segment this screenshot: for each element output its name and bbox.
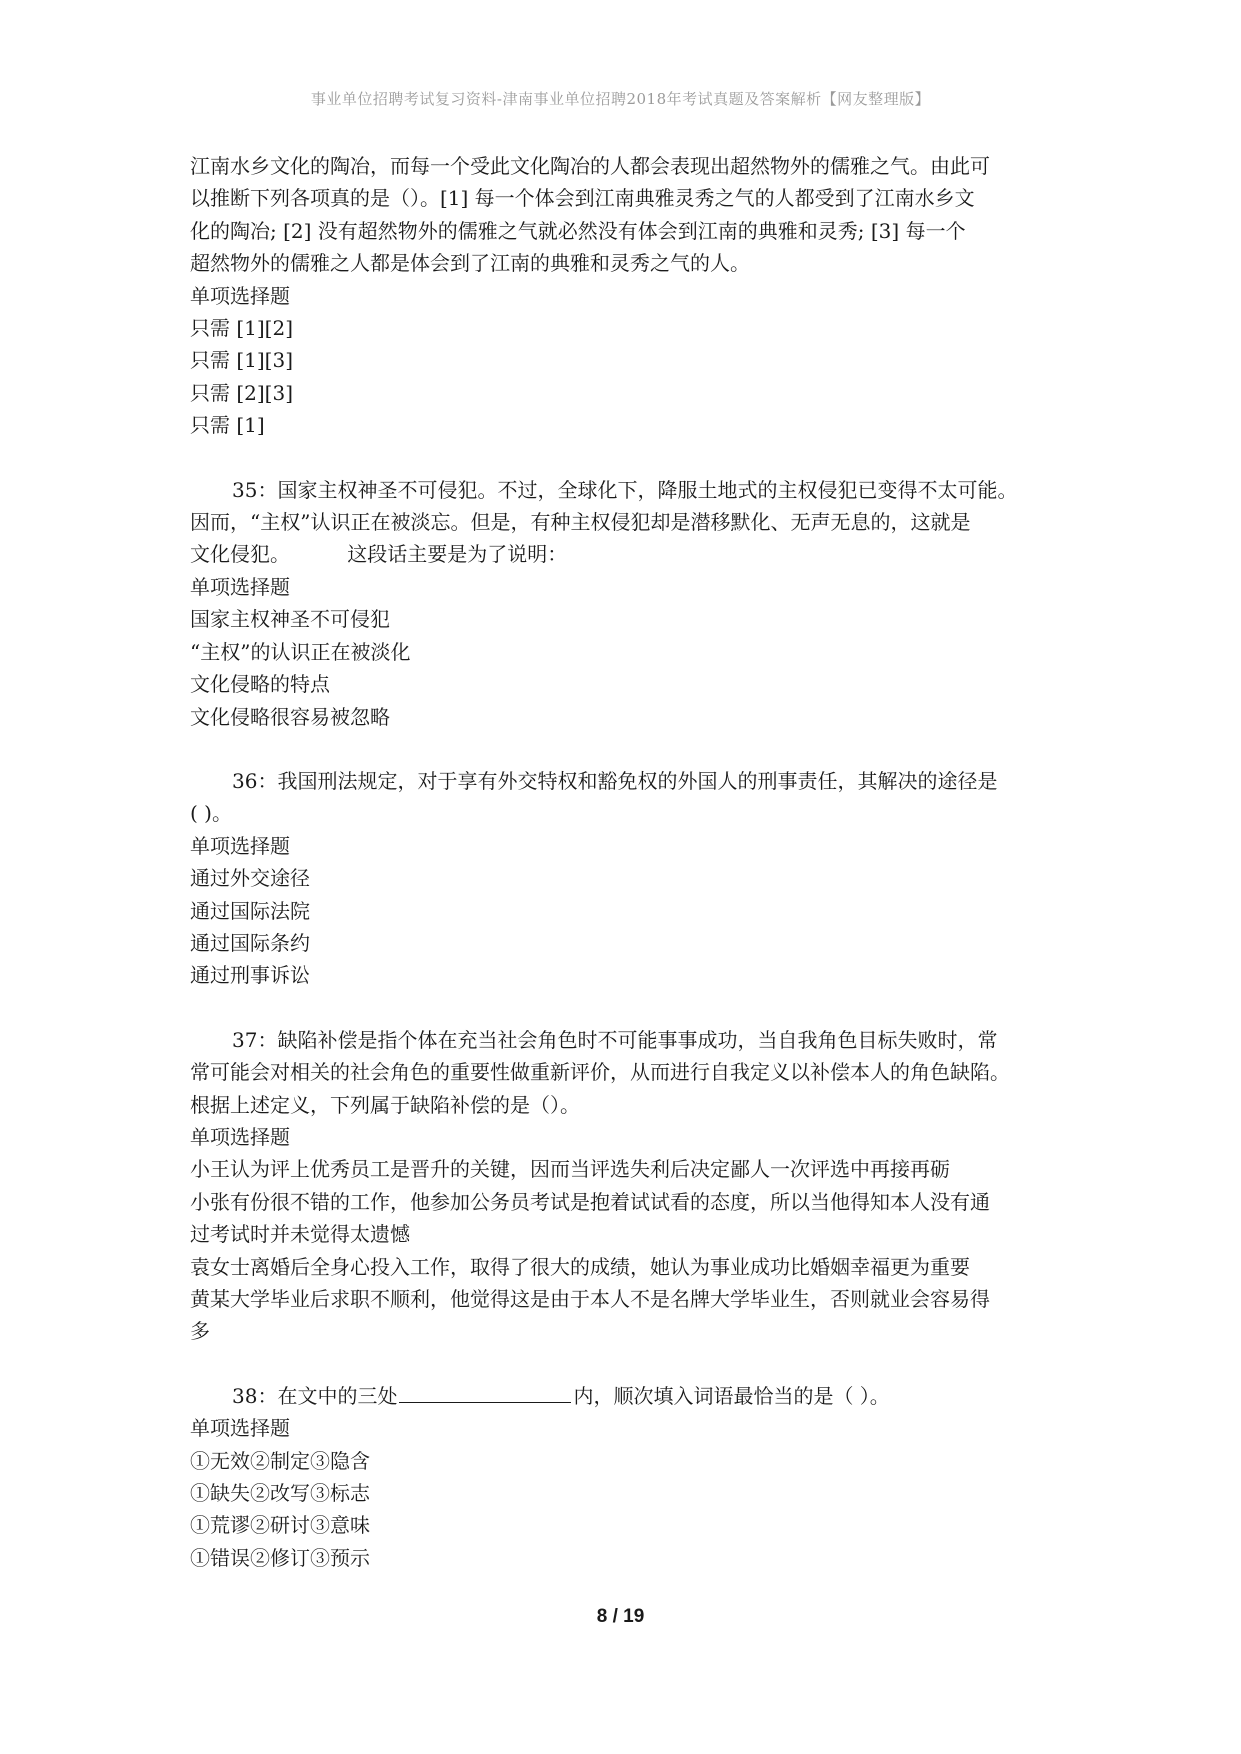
- question-stem-line: 36：我国刑法规定，对于享有外交特权和豁免权的外国人的刑事责任，其解决的途径是: [232, 768, 998, 793]
- question-stem-line: 江南水乡文化的陶冶，而每一个受此文化陶冶的人都会表现出超然物外的儒雅之气。由此可: [190, 154, 990, 178]
- question-type-label: 单项选择题: [190, 1416, 290, 1441]
- question-38: [190, 1380, 1060, 1574]
- question-stem-line: 37：缺陷补偿是指个体在充当社会角色时不可能事事成功，当自我角色目标失败时，常: [232, 1027, 998, 1052]
- answer-option: 通过外交途径: [190, 866, 310, 891]
- answer-option: ①荒谬②研讨③意味: [190, 1513, 370, 1538]
- answer-option: 通过国际法院: [190, 898, 310, 923]
- spacer: [190, 442, 1060, 474]
- answer-option: ①错误②修订③预示: [190, 1545, 370, 1570]
- question-stem-line: 化的陶冶; [2] 没有超然物外的儒雅之气就必然没有体会到江南的典雅和灵秀; [3] 每一个: [190, 218, 966, 243]
- question-stem-line: 35：国家主权神圣不可侵犯。不过，全球化下，降服土地式的主权侵犯已变得不太可能。: [232, 477, 1018, 502]
- spacer: [190, 733, 1060, 765]
- question-stem-line: 常可能会对相关的社会角色的重要性做重新评价，从而进行自我定义以补偿本人的角色缺陷。: [190, 1060, 1010, 1085]
- answer-option: 只需 [2][3]: [190, 380, 294, 405]
- stem-text-before: 38：在文中的三处: [232, 1383, 398, 1408]
- question-type-label: 单项选择题: [190, 574, 290, 599]
- question-stem-line: 根据上述定义，下列属于缺陷补偿的是（）。: [190, 1092, 580, 1117]
- answer-option: 小王认为评上优秀员工是晋升的关键，因而当评选失利后决定鄙人一次评选中再接再砺: [190, 1157, 950, 1182]
- question-stem-line: 因而，“主权”认识正在被淡忘。但是，有种主权侵犯却是潜移默化、无声无息的，这就是: [190, 510, 971, 535]
- answer-option: ①缺失②改写③标志: [190, 1481, 370, 1506]
- spacer: [190, 992, 1060, 1024]
- answer-option: 文化侵略的特点: [190, 672, 330, 697]
- question-type-label: 单项选择题: [190, 1124, 290, 1149]
- page-number: 8 / 19: [596, 1606, 645, 1627]
- answer-option: 袁女士离婚后全身心投入工作，取得了很大的成绩，她认为事业成功比婚姻幸福更为重要: [190, 1254, 970, 1279]
- question-stem-line: ( )。: [190, 801, 232, 826]
- answer-option: “主权”的认识正在被淡化: [190, 639, 411, 664]
- question-stem-line: 超然物外的儒雅之人都是体会到了江南的典雅和灵秀之气的人。: [190, 251, 750, 276]
- document-header: 事业单位招聘考试复习资料-津南事业单位招聘2018年考试真题及答案解析【网友整理版】: [310, 90, 931, 108]
- question-stem-line: 文化侵犯。 这段话主要是为了说明：: [190, 542, 568, 567]
- question-stem-line: [190, 1380, 1060, 1412]
- answer-option: 国家主权神圣不可侵犯: [190, 607, 390, 632]
- answer-option: 通过刑事诉讼: [190, 963, 310, 988]
- answer-option-continued: 过考试时并未觉得太遗憾: [190, 1222, 410, 1247]
- question-stem-line: 以推断下列各项真的是（）。[1] 每一个体会到江南典雅灵秀之气的人都受到了江南水乡文: [190, 186, 975, 211]
- question-35: [190, 474, 1060, 733]
- question-type-label: 单项选择题: [190, 833, 290, 858]
- question-36: [190, 765, 1060, 992]
- question-37: [190, 1024, 1060, 1348]
- fill-in-blank: [399, 1382, 571, 1403]
- answer-option: 小张有份很不错的工作，他参加公务员考试是抱着试试看的态度，所以当他得知本人没有通: [190, 1189, 990, 1214]
- answer-option: 只需 [1]: [190, 413, 265, 438]
- answer-option: 通过国际条约: [190, 930, 310, 955]
- document-body: [190, 150, 1060, 1574]
- stem-text-after: 内，顺次填入词语最恰当的是（ ）。: [573, 1383, 890, 1408]
- question-type-label: 单项选择题: [190, 283, 290, 308]
- answer-option: 黄某大学毕业后求职不顺利，他觉得这是由于本人不是名牌大学毕业生，否则就业会容易得: [190, 1287, 990, 1311]
- answer-option: 只需 [1][2]: [190, 316, 294, 341]
- answer-option: 文化侵略很容易被忽略: [190, 704, 390, 729]
- question-34: [190, 150, 1060, 442]
- answer-option: ①无效②制定③隐含: [190, 1448, 370, 1473]
- answer-option: 只需 [1][3]: [190, 348, 294, 373]
- answer-option-continued: 多: [190, 1319, 210, 1344]
- spacer: [190, 1348, 1060, 1380]
